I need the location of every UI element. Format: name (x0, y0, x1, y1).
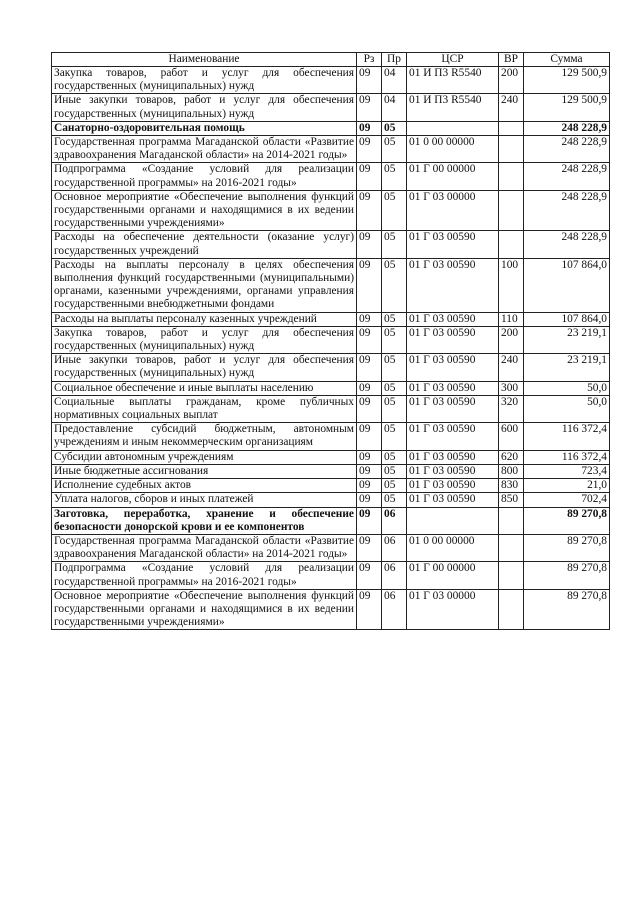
cell-vr (499, 534, 524, 561)
cell-csr: 01 Г 03 00590 (407, 395, 499, 422)
cell-csr: 01 Г 03 00590 (407, 464, 499, 478)
cell-pr: 05 (382, 479, 407, 493)
cell-name: Закупка товаров, работ и услуг для обеспечения государственных (муниципальных) нужд (52, 326, 357, 353)
cell-sum: 89 270,8 (524, 534, 610, 561)
table-row (52, 190, 610, 231)
cell-name: Исполнение судебных актов (52, 479, 357, 493)
cell-pr: 05 (382, 450, 407, 464)
table-row (52, 326, 610, 353)
cell-csr: 01 И П3 R5540 (407, 94, 499, 121)
cell-sum: 89 270,8 (524, 589, 610, 630)
cell-name: Заготовка, переработка, хранение и обеспечение безопасности донорской крови и ее компонентов (52, 507, 357, 534)
table-row (52, 121, 610, 135)
cell-rz: 09 (357, 67, 382, 94)
cell-rz: 09 (357, 326, 382, 353)
cell-csr (407, 121, 499, 135)
cell-sum: 21,0 (524, 479, 610, 493)
cell-name: Основное мероприятие «Обеспечение выполнения функций государственными органами и находящимися в их ведении государственными учреждениями» (52, 589, 357, 630)
cell-name: Субсидии автономным учреждениям (52, 450, 357, 464)
header-pr: Пр (382, 53, 407, 67)
cell-sum: 116 372,4 (524, 450, 610, 464)
header-row (52, 53, 610, 67)
cell-vr: 240 (499, 94, 524, 121)
table-row (52, 562, 610, 589)
table-row (52, 231, 610, 258)
cell-sum: 702,4 (524, 493, 610, 507)
cell-sum: 248 228,9 (524, 231, 610, 258)
table-row (52, 94, 610, 121)
cell-name: Уплата налогов, сборов и иных платежей (52, 493, 357, 507)
cell-pr: 05 (382, 381, 407, 395)
cell-vr (499, 589, 524, 630)
cell-csr: 01 Г 03 00590 (407, 381, 499, 395)
cell-vr (499, 163, 524, 190)
cell-vr: 200 (499, 326, 524, 353)
cell-vr: 830 (499, 479, 524, 493)
table-row (52, 312, 610, 326)
cell-sum: 248 228,9 (524, 163, 610, 190)
cell-vr: 240 (499, 354, 524, 381)
cell-vr: 200 (499, 67, 524, 94)
cell-pr: 05 (382, 354, 407, 381)
cell-csr: 01 И П3 R5540 (407, 67, 499, 94)
cell-sum: 723,4 (524, 464, 610, 478)
cell-name: Расходы на выплаты персоналу в целях обеспечения выполнения функций государственными (муниципальными) органами, казенными учреждениями, органами управления государственными внебюджетными фондами (52, 258, 357, 312)
cell-name: Закупка товаров, работ и услуг для обеспечения государственных (муниципальных) нужд (52, 67, 357, 94)
header-csr: ЦСР (407, 53, 499, 67)
cell-pr: 05 (382, 326, 407, 353)
cell-vr: 600 (499, 423, 524, 450)
table-row (52, 381, 610, 395)
cell-sum: 107 864,0 (524, 312, 610, 326)
cell-csr: 01 Г 03 00000 (407, 190, 499, 231)
cell-pr: 06 (382, 507, 407, 534)
cell-vr: 300 (499, 381, 524, 395)
cell-sum: 23 219,1 (524, 326, 610, 353)
cell-pr: 05 (382, 312, 407, 326)
cell-name: Иные закупки товаров, работ и услуг для обеспечения государственных (муниципальных) нужд (52, 94, 357, 121)
header-rz: Рз (357, 53, 382, 67)
cell-csr: 01 Г 03 00590 (407, 354, 499, 381)
cell-csr (407, 507, 499, 534)
cell-name: Социальные выплаты гражданам, кроме публичных нормативных социальных выплат (52, 395, 357, 422)
cell-vr: 850 (499, 493, 524, 507)
header-name: Наименование (52, 53, 357, 67)
cell-sum: 248 228,9 (524, 190, 610, 231)
cell-name: Государственная программа Магаданской области «Развитие здравоохранения Магаданской области» на 2014-2021 годы» (52, 136, 357, 163)
table-row (52, 534, 610, 561)
cell-csr: 01 Г 03 00590 (407, 450, 499, 464)
cell-csr: 01 Г 03 00590 (407, 312, 499, 326)
cell-pr: 05 (382, 231, 407, 258)
cell-pr: 05 (382, 121, 407, 135)
table-row (52, 423, 610, 450)
cell-vr: 320 (499, 395, 524, 422)
cell-rz: 09 (357, 464, 382, 478)
cell-rz: 09 (357, 589, 382, 630)
table-row (52, 450, 610, 464)
cell-name: Предоставление субсидий бюджетным, автономным учреждениям и иным некоммерческим организациям (52, 423, 357, 450)
cell-sum: 89 270,8 (524, 562, 610, 589)
cell-vr (499, 562, 524, 589)
cell-pr: 04 (382, 67, 407, 94)
cell-pr: 05 (382, 190, 407, 231)
table-row (52, 464, 610, 478)
cell-name: Расходы на выплаты персоналу казенных учреждений (52, 312, 357, 326)
cell-pr: 05 (382, 258, 407, 312)
table-row (52, 507, 610, 534)
cell-rz: 09 (357, 534, 382, 561)
cell-pr: 05 (382, 464, 407, 478)
cell-rz: 09 (357, 190, 382, 231)
header-vr: ВР (499, 53, 524, 67)
budget-table (51, 52, 610, 630)
cell-rz: 09 (357, 450, 382, 464)
cell-vr (499, 190, 524, 231)
cell-pr: 05 (382, 163, 407, 190)
cell-rz: 09 (357, 136, 382, 163)
cell-pr: 06 (382, 534, 407, 561)
header-sum: Сумма (524, 53, 610, 67)
cell-sum: 116 372,4 (524, 423, 610, 450)
cell-csr: 01 Г 00 00000 (407, 163, 499, 190)
cell-name: Иные закупки товаров, работ и услуг для обеспечения государственных (муниципальных) нужд (52, 354, 357, 381)
cell-name: Иные бюджетные ассигнования (52, 464, 357, 478)
cell-pr: 06 (382, 589, 407, 630)
cell-name: Государственная программа Магаданской области «Развитие здравоохранения Магаданской области» на 2014-2021 годы» (52, 534, 357, 561)
cell-sum: 248 228,9 (524, 136, 610, 163)
cell-name: Основное мероприятие «Обеспечение выполнения функций государственными органами и находящимися в их ведении государственными учреждениями» (52, 190, 357, 231)
cell-vr: 100 (499, 258, 524, 312)
cell-rz: 09 (357, 493, 382, 507)
table-row (52, 136, 610, 163)
table-row (52, 67, 610, 94)
table-row (52, 354, 610, 381)
cell-rz: 09 (357, 121, 382, 135)
table-row (52, 493, 610, 507)
cell-sum: 107 864,0 (524, 258, 610, 312)
cell-csr: 01 Г 00 00000 (407, 562, 499, 589)
cell-pr: 05 (382, 136, 407, 163)
cell-csr: 01 0 00 00000 (407, 136, 499, 163)
table-row (52, 163, 610, 190)
cell-sum: 89 270,8 (524, 507, 610, 534)
cell-pr: 05 (382, 423, 407, 450)
cell-sum: 129 500,9 (524, 67, 610, 94)
cell-vr: 110 (499, 312, 524, 326)
table-body (52, 67, 610, 630)
cell-csr: 01 Г 03 00590 (407, 258, 499, 312)
cell-name: Расходы на обеспечение деятельности (оказание услуг) государственных учреждений (52, 231, 357, 258)
cell-csr: 01 Г 03 00590 (407, 493, 499, 507)
cell-rz: 09 (357, 479, 382, 493)
cell-rz: 09 (357, 163, 382, 190)
cell-vr (499, 121, 524, 135)
table-row (52, 589, 610, 630)
cell-vr (499, 507, 524, 534)
cell-rz: 09 (357, 395, 382, 422)
cell-name: Социальное обеспечение и иные выплаты населению (52, 381, 357, 395)
cell-name: Подпрограмма «Создание условий для реализации государственной программы» на 2016-2021 годы» (52, 562, 357, 589)
cell-rz: 09 (357, 354, 382, 381)
cell-sum: 129 500,9 (524, 94, 610, 121)
cell-rz: 09 (357, 562, 382, 589)
cell-rz: 09 (357, 312, 382, 326)
cell-rz: 09 (357, 507, 382, 534)
cell-rz: 09 (357, 231, 382, 258)
cell-sum: 23 219,1 (524, 354, 610, 381)
cell-sum: 50,0 (524, 395, 610, 422)
table-row (52, 479, 610, 493)
cell-vr (499, 136, 524, 163)
cell-rz: 09 (357, 423, 382, 450)
cell-pr: 05 (382, 493, 407, 507)
cell-pr: 04 (382, 94, 407, 121)
cell-name: Санаторно-оздоровительная помощь (52, 121, 357, 135)
cell-vr: 800 (499, 464, 524, 478)
cell-pr: 05 (382, 395, 407, 422)
cell-name: Подпрограмма «Создание условий для реализации государственной программы» на 2016-2021 годы» (52, 163, 357, 190)
cell-rz: 09 (357, 381, 382, 395)
cell-csr: 01 Г 03 00000 (407, 589, 499, 630)
cell-csr: 01 Г 03 00590 (407, 423, 499, 450)
cell-rz: 09 (357, 258, 382, 312)
cell-sum: 248 228,9 (524, 121, 610, 135)
cell-vr (499, 231, 524, 258)
table-row (52, 395, 610, 422)
table-row (52, 258, 610, 312)
cell-csr: 01 Г 03 00590 (407, 326, 499, 353)
cell-sum: 50,0 (524, 381, 610, 395)
cell-csr: 01 Г 03 00590 (407, 231, 499, 258)
cell-csr: 01 0 00 00000 (407, 534, 499, 561)
cell-rz: 09 (357, 94, 382, 121)
cell-csr: 01 Г 03 00590 (407, 479, 499, 493)
cell-vr: 620 (499, 450, 524, 464)
cell-pr: 06 (382, 562, 407, 589)
